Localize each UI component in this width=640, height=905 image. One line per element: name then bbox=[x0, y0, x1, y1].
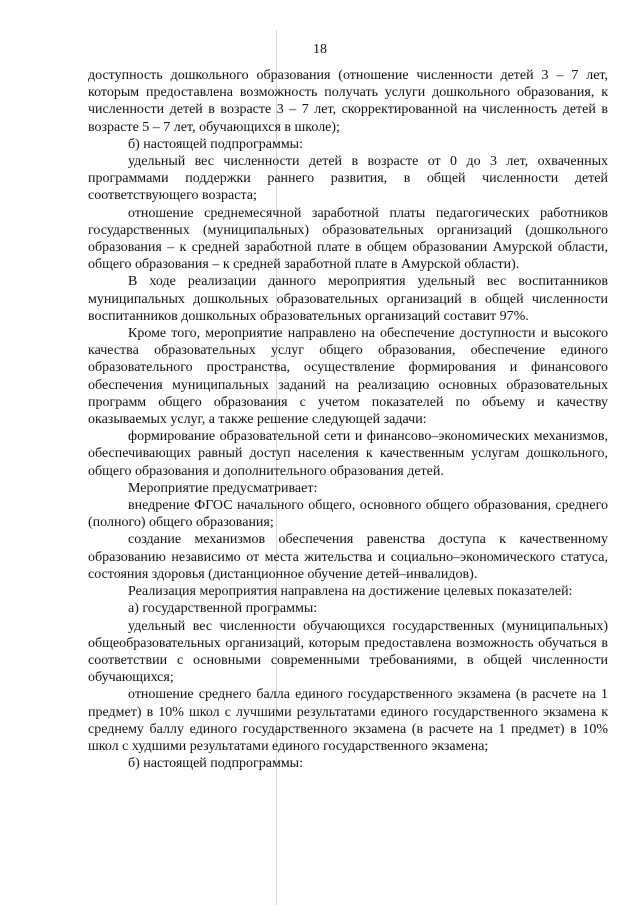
paragraph: отношение среднего балла единого государственного экзамена (в расчете на 1 предмет) в 10% школ с лучшими результатами единого государственного экзамена к среднему баллу единого государственного экзамена (в расчете на 1 предмет) в 10% школ с худшими результатами единого государственного экзамена; bbox=[88, 687, 608, 754]
paragraph: внедрение ФГОС начального общего, основного общего образования, среднего (полного) общего образования; bbox=[88, 498, 608, 531]
paragraph: б) настоящей подпрограммы: bbox=[128, 136, 303, 152]
paragraph: В ходе реализации данного мероприятия удельный вес воспитанников муниципальных дошкольных образовательных организаций в общей численности воспитанников дошкольных образовательных организаций составит 97%. bbox=[88, 274, 608, 324]
paragraph: Кроме того, мероприятие направлено на обеспечение доступности и высокого качества образовательных услуг общего образования, обеспечение единого образовательного пространства, осуществление формирования и финансового обеспечения муниципальных заданий на реализацию основных образовательных программ общего образования с учетом показателей по объему и качеству оказываемых услуг, а также решение следующей задачи: bbox=[88, 326, 608, 428]
paragraph: доступность дошкольного образования (отношение численности детей 3 – 7 лет, которым предоставлена возможность получать услуги дошкольного образования, к численности детей в возрасте 3 – 7 лет, скорректированной на численность детей в возрасте 5 – 7 лет, обучающихся в школе); bbox=[88, 68, 608, 135]
document-body bbox=[88, 67, 608, 772]
paragraph: создание механизмов обеспечения равенства доступа к качественному образованию независимо от места жительства и социально–экономического статуса, состояния здоровья (дистанционное обучение детей–инвалидов). bbox=[88, 532, 608, 582]
paragraph: б) настоящей подпрограммы: bbox=[128, 756, 303, 772]
paragraph: Реализация мероприятия направлена на достижение целевых показателей: bbox=[128, 584, 573, 600]
paragraph: удельный вес численности обучающихся государственных (муниципальных) общеобразовательных организаций, которым предоставлена возможность обучаться в соответствии с основными современными требованиями, в общей численности обучающихся; bbox=[88, 618, 608, 686]
paragraph: формирование образовательной сети и финансово–экономических механизмов, обеспечивающих равный доступ населения к качественным услугам дошкольного, общего образования и дополнительного образования детей. bbox=[88, 429, 608, 479]
paragraph: а) государственной программы: bbox=[128, 601, 318, 617]
paragraph: Мероприятие предусматривает: bbox=[128, 480, 318, 496]
page-number: 18 bbox=[313, 42, 327, 57]
paragraph: отношение среднемесячной заработной платы педагогических работников государственных (муниципальных) образовательных организаций (дошкольного образования – к средней заработной плате в общем образовании Амурской области, общего образования – к средней заработной плате в Амурской области). bbox=[88, 205, 608, 273]
paragraph: удельный вес численности детей в возрасте от 0 до 3 лет, охваченных программами поддержки раннего развития, в общей численности детей соответствующего возраста; bbox=[88, 154, 608, 204]
